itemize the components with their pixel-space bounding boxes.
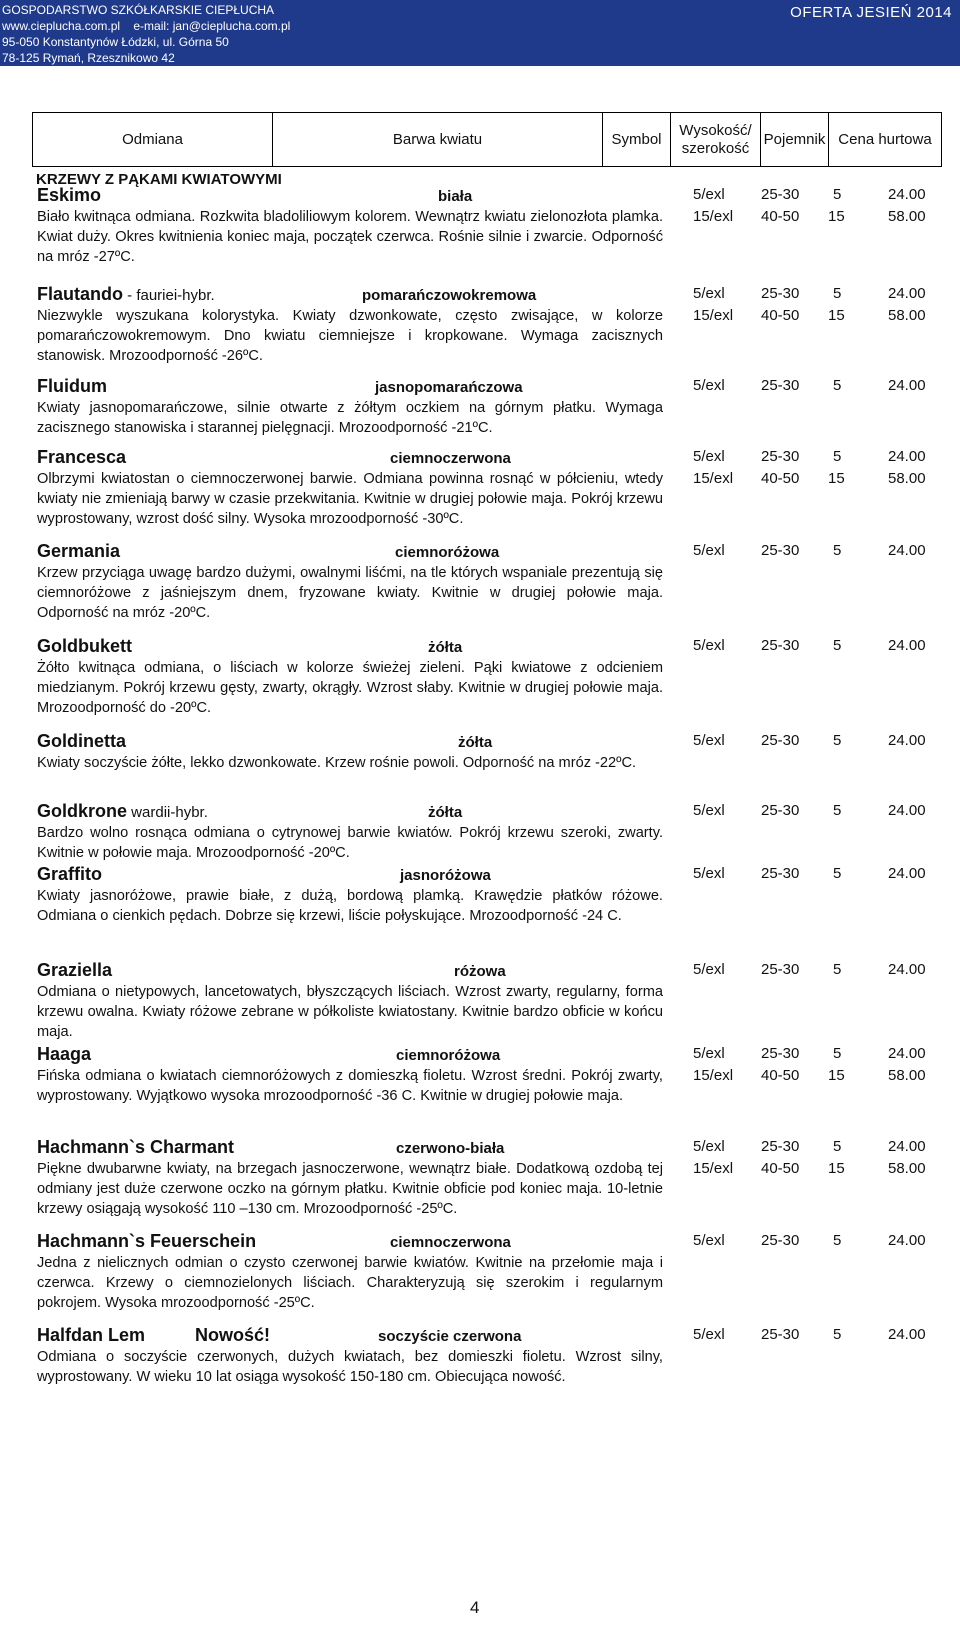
product-name bbox=[37, 731, 126, 752]
size-pot: 5 bbox=[833, 961, 842, 978]
size-height: 40-50 bbox=[761, 307, 800, 324]
size-height: 40-50 bbox=[761, 1160, 800, 1177]
size-price: 24.00 bbox=[888, 732, 926, 749]
size-pot: 5 bbox=[833, 637, 842, 654]
column-symbol: Symbol bbox=[603, 113, 671, 166]
size-pot: 5 bbox=[833, 448, 842, 465]
flower-color: pomarańczowokremowa bbox=[362, 287, 537, 304]
size-price: 24.00 bbox=[888, 802, 926, 819]
product-description: Krzew przyciąga uwagę bardzo dużymi, owalnymi liśćmi, na tle których wspaniale prezentują się ciemnoróżowe z jaśniejszym dnem, fryzowane kwiaty. Kwitnie w drugiej połowie maja. Odporność na mróz -20ºC. bbox=[37, 565, 663, 621]
size-pot: 15 bbox=[828, 1067, 845, 1084]
company-address-1: 95-050 Konstantynów Łódzki, ul. Górna 50 bbox=[2, 35, 229, 49]
size-symbol: 15/exl bbox=[693, 307, 734, 324]
size-symbol: 5/exl bbox=[693, 285, 725, 302]
column-odmiana: Odmiana bbox=[33, 113, 273, 166]
size-price-list bbox=[663, 801, 943, 823]
size-pot: 5 bbox=[833, 1138, 842, 1155]
product-entry bbox=[37, 801, 937, 863]
size-height: 25-30 bbox=[761, 802, 800, 819]
size-pot: 15 bbox=[828, 307, 845, 324]
product-description: Odmiana o soczyście czerwonych, dużych kwiatach, bez domieszki fioletu. Wzrost silny, wyprostowany. W wieku 10 lat osiąga wysokość 150-180 cm. Obiecująca nowość. bbox=[37, 1349, 663, 1385]
size-price-list bbox=[663, 636, 943, 658]
product-description: Kwiaty soczyście żółte, lekko dzwonkowate. Krzew rośnie powoli. Odporność na mróz -22ºC. bbox=[37, 755, 637, 771]
table-column-header bbox=[32, 112, 942, 167]
flower-color: jasnopomarańczowa bbox=[375, 379, 523, 396]
product-description: Kwiaty jasnoróżowe, prawie białe, z dużą, bordową plamką. Krawędzie płatków różowe. Odmiana o cienkich pędach. Dobrze się krzewi, liście połyskujące. Mrozoodporność -24 C. bbox=[37, 888, 663, 924]
product-name-text: Haaga bbox=[37, 1044, 92, 1064]
size-price-list bbox=[663, 185, 943, 229]
size-pot: 5 bbox=[833, 802, 842, 819]
size-price-row bbox=[663, 284, 943, 306]
size-height: 25-30 bbox=[761, 961, 800, 978]
size-price-list bbox=[663, 1044, 943, 1088]
size-pot: 15 bbox=[828, 208, 845, 225]
size-height: 40-50 bbox=[761, 1067, 800, 1084]
product-name-suffix: wardii-hybr. bbox=[127, 804, 208, 821]
size-price: 24.00 bbox=[888, 1045, 926, 1062]
flower-color: jasnoróżowa bbox=[400, 867, 491, 884]
size-price: 24.00 bbox=[888, 1326, 926, 1343]
size-pot: 5 bbox=[833, 542, 842, 559]
size-pot: 5 bbox=[833, 865, 842, 882]
product-name bbox=[37, 376, 107, 397]
size-price: 58.00 bbox=[888, 307, 926, 324]
product-description: Bardzo wolno rosnąca odmiana o cytrynowej barwie kwiatów. Pokrój krzewu szeroki, zwarty. Kwitnie w połowie maja. Mrozoodporność -20ºC. bbox=[37, 825, 663, 861]
size-symbol: 5/exl bbox=[693, 802, 725, 819]
size-price-row bbox=[663, 801, 943, 823]
size-price-list bbox=[663, 960, 943, 982]
product-name-text: Flautando bbox=[37, 284, 123, 304]
size-price: 58.00 bbox=[888, 1067, 926, 1084]
size-height: 25-30 bbox=[761, 186, 800, 203]
size-price-row bbox=[663, 731, 943, 753]
flower-color: ciemnoczerwona bbox=[390, 1234, 511, 1251]
column-barwa: Barwa kwiatu bbox=[273, 113, 603, 166]
section-title: KRZEWY Z PĄKAMI KWIATOWYMI bbox=[36, 171, 282, 188]
product-name-text: Graffito bbox=[37, 864, 102, 884]
size-symbol: 15/exl bbox=[693, 1067, 734, 1084]
size-height: 25-30 bbox=[761, 542, 800, 559]
size-height: 25-30 bbox=[761, 1232, 800, 1249]
product-entry bbox=[37, 541, 937, 623]
product-entry bbox=[37, 1325, 937, 1387]
product-description: Odmiana o nietypowych, lancetowatych, błyszczących liściach. Wzrost zwarty, regularny, forma krzewu owalna. Kwiaty różowe zebrane w półkoliste kwiatostany. Kwitnie bardzo obficie w końcu maja. bbox=[37, 984, 663, 1040]
product-entry bbox=[37, 1231, 937, 1313]
product-name-text: Goldinetta bbox=[37, 731, 126, 751]
flower-color: czerwono-biała bbox=[396, 1140, 505, 1157]
product-name bbox=[37, 1231, 256, 1252]
size-symbol: 5/exl bbox=[693, 186, 725, 203]
flower-color: żółta bbox=[428, 639, 463, 656]
product-name bbox=[37, 284, 215, 305]
size-price-row bbox=[663, 376, 943, 398]
size-price-list bbox=[663, 1137, 943, 1181]
size-height: 25-30 bbox=[761, 1045, 800, 1062]
product-name-text: Germania bbox=[37, 541, 121, 561]
product-name bbox=[37, 960, 112, 981]
size-pot: 5 bbox=[833, 1326, 842, 1343]
product-entry bbox=[37, 731, 937, 773]
size-price-row bbox=[663, 469, 943, 491]
size-price-row bbox=[663, 541, 943, 563]
size-price-row bbox=[663, 447, 943, 469]
product-description: Niezwykle wyszukana kolorystyka. Kwiaty dzwonkowate, często zwisające, w kolorze pomarańczowokremowym. Dno kwiatu ciemniejsze i kropkowane. Wymaga zacisznych stanowisk. Mrozoodporność -26ºC. bbox=[37, 308, 663, 364]
size-symbol: 5/exl bbox=[693, 865, 725, 882]
size-price-row bbox=[663, 185, 943, 207]
size-pot: 5 bbox=[833, 732, 842, 749]
size-price-list bbox=[663, 1325, 943, 1347]
size-symbol: 5/exl bbox=[693, 448, 725, 465]
column-pojemnik: Pojemnik bbox=[761, 113, 829, 166]
product-entry bbox=[37, 960, 937, 1042]
size-price: 24.00 bbox=[888, 1232, 926, 1249]
size-price: 24.00 bbox=[888, 186, 926, 203]
size-price: 24.00 bbox=[888, 285, 926, 302]
product-entry bbox=[37, 185, 937, 267]
size-symbol: 5/exl bbox=[693, 637, 725, 654]
size-price: 24.00 bbox=[888, 865, 926, 882]
column-wysokosc: Wysokość/ szerokość bbox=[671, 113, 761, 166]
size-symbol: 5/exl bbox=[693, 1138, 725, 1155]
product-name bbox=[37, 447, 126, 468]
new-badge: Nowość! bbox=[195, 1325, 271, 1345]
size-height: 25-30 bbox=[761, 1326, 800, 1343]
size-price-list bbox=[663, 1231, 943, 1253]
size-pot: 15 bbox=[828, 470, 845, 487]
product-description: Jedna z nielicznych odmian o czysto czerwonej barwie kwiatów. Kwitnie na przełomie maja i czerwca. Krzewy o ciemnozielonych liściach. Charakteryzują się szerokim i regularnym pokrojem. Wysoka mrozoodporność -25ºC. bbox=[37, 1255, 663, 1311]
size-price-row bbox=[663, 1137, 943, 1159]
size-price: 24.00 bbox=[888, 1138, 926, 1155]
size-price-row bbox=[663, 207, 943, 229]
size-price: 24.00 bbox=[888, 377, 926, 394]
size-symbol: 15/exl bbox=[693, 1160, 734, 1177]
size-price-row bbox=[663, 1044, 943, 1066]
flower-color: żółta bbox=[428, 804, 463, 821]
size-height: 40-50 bbox=[761, 470, 800, 487]
size-symbol: 5/exl bbox=[693, 1326, 725, 1343]
product-name bbox=[37, 1325, 270, 1346]
size-price: 58.00 bbox=[888, 470, 926, 487]
flower-color: biała bbox=[438, 188, 473, 205]
size-price-row bbox=[663, 1231, 943, 1253]
product-name-text: Hachmann`s Charmant bbox=[37, 1137, 235, 1157]
size-symbol: 15/exl bbox=[693, 470, 734, 487]
flower-color: ciemnoróżowa bbox=[396, 1047, 501, 1064]
company-name: GOSPODARSTWO SZKÓŁKARSKIE CIEPŁUCHA bbox=[2, 3, 275, 17]
size-price-row bbox=[663, 1159, 943, 1181]
size-height: 25-30 bbox=[761, 377, 800, 394]
offer-title: OFERTA JESIEŃ 2014 bbox=[790, 4, 952, 21]
product-name-text: Francesca bbox=[37, 447, 127, 467]
size-price-row bbox=[663, 1066, 943, 1088]
product-name-suffix: - fauriei-hybr. bbox=[123, 287, 215, 304]
company-info bbox=[2, 2, 290, 66]
product-entry bbox=[37, 1137, 937, 1219]
size-height: 25-30 bbox=[761, 285, 800, 302]
size-height: 25-30 bbox=[761, 732, 800, 749]
product-description: Żółto kwitnąca odmiana, o liściach w kolorze świeżej zieleni. Pąki kwiatowe z odcieniem miedzianym. Pokrój krzewu gęsty, zwarty, okrągły. Wzrost słaby. Kwitnie w drugiej połowie maja. Mrozoodporność do -20ºC. bbox=[37, 660, 663, 716]
size-price-list bbox=[663, 731, 943, 753]
size-pot: 5 bbox=[833, 377, 842, 394]
size-price: 24.00 bbox=[888, 542, 926, 559]
size-price-list bbox=[663, 376, 943, 398]
page-header-bar bbox=[0, 0, 960, 66]
size-price-list bbox=[663, 864, 943, 886]
flower-color: ciemnoróżowa bbox=[395, 544, 500, 561]
flower-color: różowa bbox=[454, 963, 506, 980]
size-price: 24.00 bbox=[888, 961, 926, 978]
size-price-row bbox=[663, 960, 943, 982]
size-pot: 5 bbox=[833, 1045, 842, 1062]
company-address-2: 78-125 Rymań, Rzesznikowo 42 bbox=[2, 51, 175, 65]
size-price-row bbox=[663, 1325, 943, 1347]
size-price: 58.00 bbox=[888, 1160, 926, 1177]
product-name-text: Goldkrone bbox=[37, 801, 128, 821]
size-symbol: 5/exl bbox=[693, 1232, 725, 1249]
product-name bbox=[37, 1044, 91, 1065]
size-price-row bbox=[663, 864, 943, 886]
product-name bbox=[37, 1137, 234, 1158]
size-price-list bbox=[663, 284, 943, 328]
product-entry bbox=[37, 447, 937, 529]
size-price-row bbox=[663, 306, 943, 328]
flower-color: soczyście czerwona bbox=[378, 1328, 522, 1345]
size-pot: 5 bbox=[833, 285, 842, 302]
product-name-text: Eskimo bbox=[37, 185, 102, 205]
product-description: Biało kwitnąca odmiana. Rozkwita bladoliliowym kolorem. Wewnątrz kwiatu zielonozłota plamka. Kwiat duży. Okres kwitnienia koniec maja, początek czerwca. Rośnie silnie i zwarcie. Odporność na mróz -27ºC. bbox=[37, 209, 663, 265]
product-description: Piękne dwubarwne kwiaty, na brzegach jasnoczerwone, wewnątrz białe. Dodatkową ozdobą tej odmiany jest duże czerwone oczko na górnym płatku. Kwitnie obficie pod koniec maja. 10-letnie krzewy osiągają wysokość 110 –130 cm. Mrozoodporność -25ºC. bbox=[37, 1161, 663, 1217]
product-name-text: Goldbukett bbox=[37, 636, 132, 656]
flower-color: żółta bbox=[458, 734, 493, 751]
size-height: 25-30 bbox=[761, 448, 800, 465]
size-pot: 5 bbox=[833, 186, 842, 203]
size-height: 40-50 bbox=[761, 208, 800, 225]
size-price: 58.00 bbox=[888, 208, 926, 225]
product-entry bbox=[37, 284, 937, 366]
size-symbol: 5/exl bbox=[693, 1045, 725, 1062]
size-symbol: 5/exl bbox=[693, 961, 725, 978]
product-entry bbox=[37, 864, 937, 926]
product-name-text: Fluidum bbox=[37, 376, 107, 396]
page-number: 4 bbox=[470, 1598, 480, 1617]
product-entry bbox=[37, 1044, 937, 1106]
size-symbol: 15/exl bbox=[693, 208, 734, 225]
size-symbol: 5/exl bbox=[693, 732, 725, 749]
product-name bbox=[37, 801, 208, 822]
product-description: Olbrzymi kwiatostan o ciemnoczerwonej barwie. Odmiana powinna rosnąć w półcieniu, wtedy kwiaty nie zmieniają barwy w czasie przekwitania. Kwitnie w drugiej połowie maja. Pokrój krzewu wyprostowany, wzrost dość silny. Wysoka mrozoodporność -30ºC. bbox=[37, 471, 663, 527]
size-symbol: 5/exl bbox=[693, 542, 725, 559]
product-description: Kwiaty jasnopomarańczowe, silnie otwarte z żółtym oczkiem na górnym płatku. Wymaga zacisznego stanowiska i starannej pielęgnacji. Mrozoodporność -21ºC. bbox=[37, 400, 663, 436]
size-pot: 5 bbox=[833, 1232, 842, 1249]
size-price-list bbox=[663, 541, 943, 563]
product-description: Fińska odmiana o kwiatach ciemnoróżowych z domieszką fioletu. Wzrost średni. Pokrój zwarty, wyprostowany. Wyjątkowo wysoka mrozoodporność -36 C. Kwitnie w drugiej połowie maja. bbox=[37, 1068, 663, 1104]
product-entry bbox=[37, 376, 937, 438]
product-name bbox=[37, 636, 132, 657]
product-name-text: Halfdan Lem bbox=[37, 1325, 146, 1345]
size-height: 25-30 bbox=[761, 637, 800, 654]
size-price-list bbox=[663, 447, 943, 491]
size-price: 24.00 bbox=[888, 448, 926, 465]
size-price-row bbox=[663, 636, 943, 658]
product-name-text: Graziella bbox=[37, 960, 113, 980]
size-pot: 15 bbox=[828, 1160, 845, 1177]
column-cena: Cena hurtowa bbox=[838, 130, 932, 148]
product-name bbox=[37, 864, 102, 885]
company-web-email: www.cieplucha.com.pl e-mail: jan@cieplucha.com.pl bbox=[2, 19, 291, 33]
size-symbol: 5/exl bbox=[693, 377, 725, 394]
size-height: 25-30 bbox=[761, 1138, 800, 1155]
product-name bbox=[37, 185, 101, 206]
product-name-text: Hachmann`s Feuerschein bbox=[37, 1231, 257, 1251]
product-entry bbox=[37, 636, 937, 718]
size-price: 24.00 bbox=[888, 637, 926, 654]
flower-color: ciemnoczerwona bbox=[390, 450, 511, 467]
product-name bbox=[37, 541, 120, 562]
size-height: 25-30 bbox=[761, 865, 800, 882]
